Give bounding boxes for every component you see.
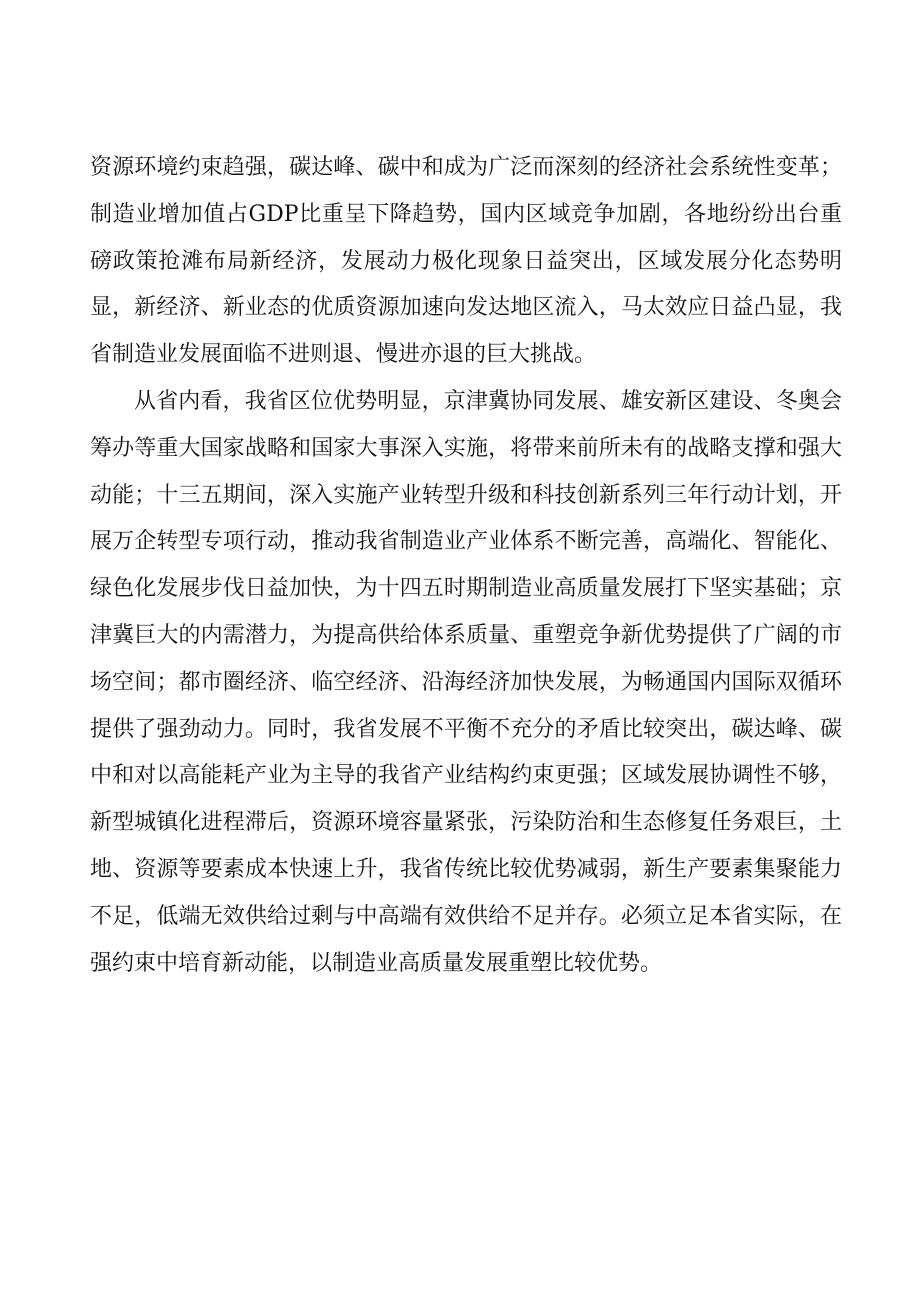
paragraph-provincial-outlook: 从省内看，我省区位优势明显，京津冀协同发展、雄安新区建设、冬奥会筹办等重大国家战略和国家大事深入实施，将带来前所未有的战略支撑和强大动能；十三五期间，深入实施产业转型升级和科技创新系列三年行动计划，开展万企转型专项行动，推动我省制造业产业体系不断完善，高端化、智能化、绿色化发展步伐日益加快，为十四五时期制造业高质量发展打下坚实基础；京津冀巨大的内需潜力，为提高供给体系质量、重塑竞争新优势提供了广阔的市场空间；都市圈经济、临空经济、沿海经济加快发展，为畅通国内国际双循环提供了强劲动力。同时，我省发展不平衡不充分的矛盾比较突出，碳达峰、碳中和对以高能耗产业为主导的我省产业结构约束更强；区域发展协调性不够，新型城镇化进程滞后，资源环境容量紧张，污染防治和生态修复任务艰巨，土地、资源等要素成本快速上升，我省传统比较优势减弱，新生产要素集聚能力不足，低端无效供给过剩与中高端有效供给不足并存。必须立足本省实际，在强约束中培育新动能，以制造业高质量发展重塑比较优势。 <box>90 388 842 976</box>
paragraph-challenges: 资源环境约束趋强，碳达峰、碳中和成为广泛而深刻的经济社会系统性变革；制造业增加值占GDP比重呈下降趋势，国内区域竞争加剧，各地纷纷出台重磅政策抢滩布局新经济，发展动力极化现象日益突出，区域发展分化态势明显，新经济、新业态的优质资源加速向发达地区流入，马太效应日益凸显，我省制造业发展面临不进则退、慢进亦退的巨大挑战。 <box>90 155 842 368</box>
document-body <box>90 145 842 987</box>
